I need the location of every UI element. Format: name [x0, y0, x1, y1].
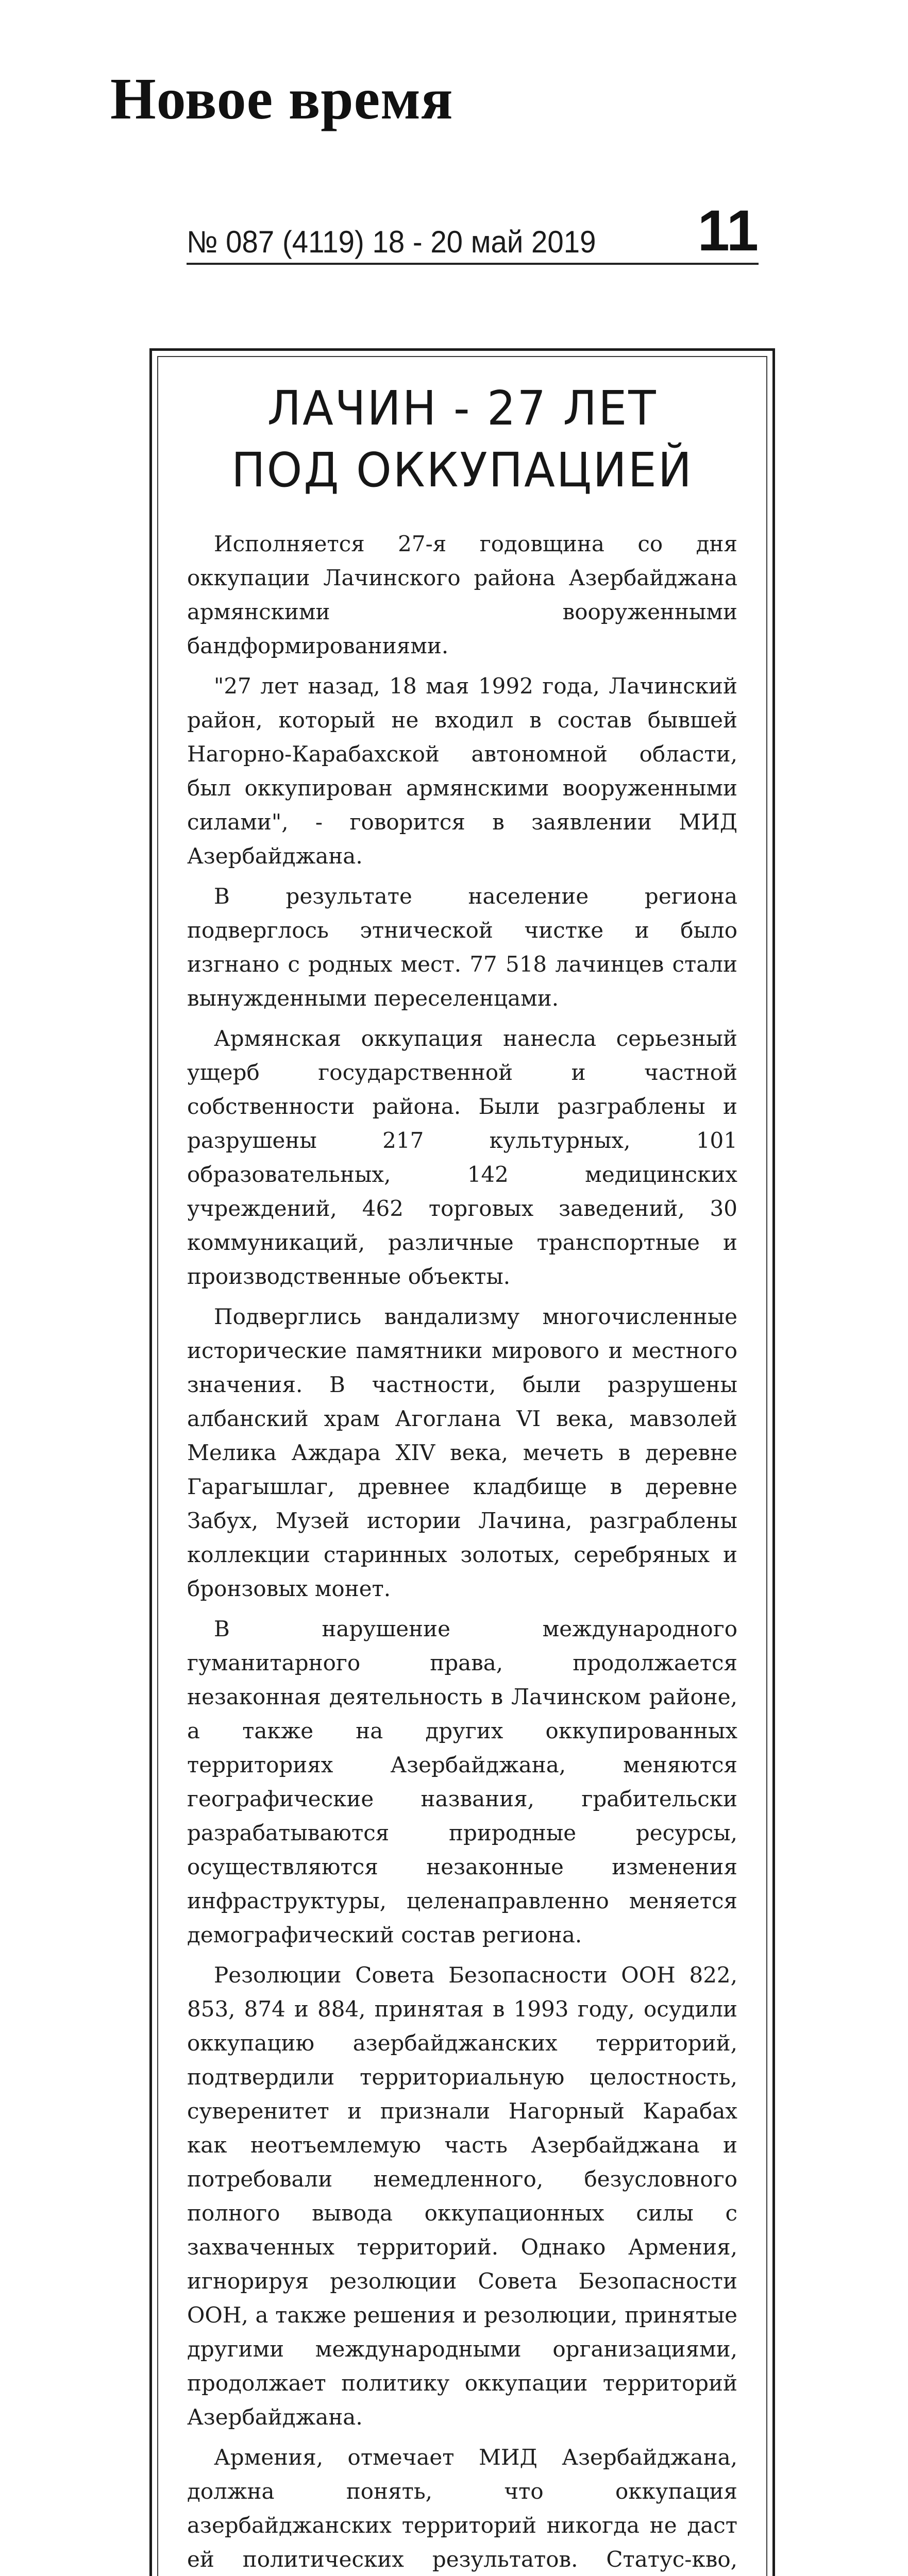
article-paragraph: В результате население региона подверглось этнической чистке и было изгнано с родных мест. 77 518 лачинцев стали вынужденными переселенцами. [187, 884, 737, 1011]
article-inner-frame [157, 356, 767, 2576]
issue-info: № 087 (4119) 18 - 20 май 2019 [187, 225, 596, 259]
issue-line [187, 198, 759, 263]
article-paragraph: Исполняется 27-я годовщина со дня оккупации Лачинского района Азербайджана армянскими вооруженными бандформированиями. [187, 531, 737, 658]
page-number: 11 [697, 198, 759, 263]
newspaper-masthead: Новое время [110, 66, 453, 131]
article-frame [149, 348, 775, 2576]
article-paragraph: Резолюции Совета Безопасности ООН 822, 853, 874 и 884, принятая в 1993 году, осудили оккупацию азербайджанских территорий, подтвердили территориальную целостность, суверенитет и признали Нагорный Карабах как неотъемлемую часть Азербайджана и потребовали немедленного, безусловного полного вывода оккупационных силы с захваченных территорий. Однако Армения, игнорируя резолюции Совета Безопасности ООН, а также решения и резолюции, принятые другими международными организациями, продолжает политику оккупации территорий Азербайджана. [187, 1962, 737, 2430]
headline-line-2: ПОД ОККУПАЦИЕЙ [231, 443, 693, 498]
issue-rule [187, 263, 759, 265]
article-paragraph: Армения, отмечает МИД Азербайджана, должна понять, что оккупация азербайджанских территорий никогда не даст ей политических результатов. Статус-кво, [187, 2445, 737, 2572]
article-paragraph: "27 лет назад, 18 мая 1992 года, Лачинский район, который не входил в состав бывшей Нагорно-Карабахской автономной области, был оккупирован армянскими вооруженными силами", - говорится в заявлении МИД Азербайджана. [187, 673, 737, 869]
article-headline [174, 378, 751, 501]
article-paragraph: Подверглись вандализму многочисленные исторические памятники мирового и местного значения. В частности, были разрушены албанский храм Агоглана VI века, мавзолей Мелика Аждара XIV века, мечеть в деревне Гарагышлаг, древнее кладбище в деревне Забух, Музей истории Лачина, разграблены коллекции старинных золотых, серебряных и бронзовых монет. [187, 1304, 737, 1601]
article-paragraph: В нарушение международного гуманитарного права, продолжается незаконная деятельность в Лачинском районе, а также на других оккупированных территориях Азербайджана, меняются географические названия, грабительски разрабатываются природные ресурсы, осуществляются незаконные изменения инфраструктуры, целенаправленно меняется демографический состав региона. [187, 1616, 737, 1947]
article-body [187, 527, 737, 2576]
article-paragraph: Армянская оккупация нанесла серьезный ущерб государственной и частной собственности района. Были разграблены и разрушены 217 культурных, 101 образовательных, 142 медицинских учреждений, 462 торговых заведений, 30 коммуникаций, различные транспортные и производственные объекты. [187, 1026, 737, 1289]
headline-line-1: ЛАЧИН - 27 ЛЕТ [267, 381, 658, 436]
